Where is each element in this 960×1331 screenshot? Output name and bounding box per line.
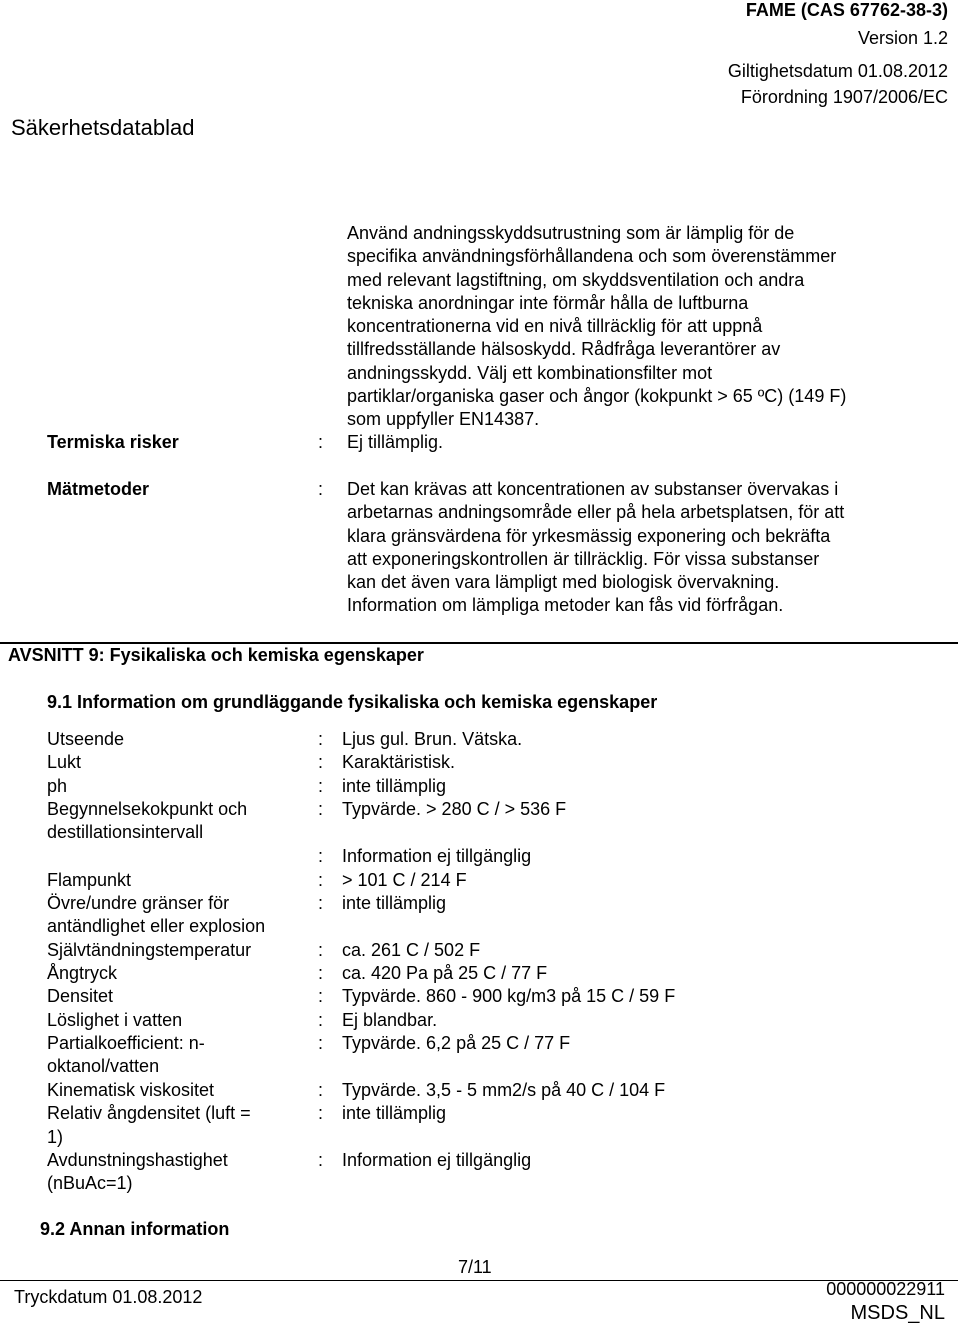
prop-label-partition-coefficient-cont: oktanol/vatten	[47, 1056, 160, 1076]
prop-label-solubility: Löslighet i vatten	[47, 1010, 183, 1030]
prop-colon: :	[318, 1150, 324, 1170]
footer-divider	[0, 1280, 958, 1281]
prop-label-evaporation-rate-cont: (nBuAc=1)	[47, 1173, 133, 1193]
prop-colon: :	[318, 1080, 324, 1100]
respiratory-protection-text	[347, 222, 846, 432]
prop-colon: :	[318, 893, 324, 913]
prop-value-partition-coefficient: Typvärde. 6,2 på 25 C / 77 F	[342, 1033, 571, 1053]
prop-label-appearance: Utseende	[47, 729, 125, 749]
page-number: 7/11	[458, 1257, 492, 1277]
thermal-hazards-colon: :	[318, 432, 324, 452]
prop-value-vapour-pressure: ca. 420 Pa på 25 C / 77 F	[342, 963, 548, 983]
prop-colon: :	[318, 799, 324, 819]
subsection-9-1-title: 9.1 Information om grundläggande fysikaliska och kemiska egenskaper	[47, 692, 658, 712]
document-code: 000000022911	[826, 1279, 945, 1299]
text-line: att exponeringskontrollen är tillräcklig. För vissa substanser	[347, 548, 820, 569]
product-name: FAME (CAS 67762-38-3)	[745, 0, 948, 20]
section-9-title: AVSNITT 9: Fysikaliska och kemiska egenskaper	[8, 645, 424, 665]
prop-value-odour: Karaktäristisk.	[342, 752, 456, 772]
prop-label-vapour-density: Relativ ångdensitet (luft =	[47, 1103, 251, 1123]
prop-value-autoignition: ca. 261 C / 502 F	[342, 940, 481, 960]
prop-value-appearance: Ljus gul. Brun. Vätska.	[342, 729, 523, 749]
text-line: specifika användningsförhållandena och som överenstämmer	[347, 246, 837, 267]
prop-value-solubility: Ej blandbar.	[342, 1010, 438, 1030]
prop-colon: :	[318, 776, 324, 796]
prop-value-boiling-point: Typvärde. > 280 C / > 536 F	[342, 799, 567, 819]
prop-label-ph: ph	[47, 776, 68, 796]
text-line: tekniska anordningar inte förmår hålla de luftburna	[347, 292, 749, 313]
prop-colon: :	[318, 752, 324, 772]
prop-label-autoignition: Självtändningstemperatur	[47, 940, 252, 960]
measurement-methods-colon: :	[318, 479, 324, 499]
print-date: Tryckdatum 01.08.2012	[14, 1287, 203, 1307]
document-id: MSDS_NL	[850, 1302, 945, 1324]
text-line: koncentrationerna vid en nivå tillräcklig för att uppnå	[347, 316, 763, 337]
prop-value-evaporation-rate: Information ej tillgänglig	[342, 1150, 532, 1170]
prop-colon: :	[318, 940, 324, 960]
prop-label-density: Densitet	[47, 986, 114, 1006]
prop-value-explosion-limits: inte tillämplig	[342, 893, 447, 913]
text-line: andningsskydd. Välj ett kombinationsfilter mot	[347, 362, 713, 383]
prop-colon: :	[318, 846, 324, 866]
measurement-methods-label: Mätmetoder	[47, 479, 150, 499]
prop-value-viscosity: Typvärde. 3,5 - 5 mm2/s på 40 C / 104 F	[342, 1080, 666, 1100]
prop-value-flash-point: > 101 C / 214 F	[342, 870, 467, 890]
text-line: arbetarnas andningsområde eller på hela arbetsplatsen, för att	[347, 502, 845, 523]
prop-label-boiling-point: Begynnelsekokpunkt och	[47, 799, 248, 819]
measurement-methods-text	[347, 478, 844, 618]
prop-colon: :	[318, 1103, 324, 1123]
prop-value-boiling-point-2: Information ej tillgänglig	[342, 846, 532, 866]
text-line: Det kan krävas att koncentrationen av substanser övervakas i	[347, 479, 839, 499]
prop-colon: :	[318, 1010, 324, 1030]
subsection-9-2-title: 9.2 Annan information	[40, 1219, 230, 1239]
prop-value-ph: inte tillämplig	[342, 776, 447, 796]
prop-colon: :	[318, 1033, 324, 1053]
prop-label-explosion-limits: Övre/undre gränser för	[47, 893, 230, 913]
text-line: partiklar/organiska gaser och ångor (kokpunkt > 65 ºC) (149 F)	[347, 386, 847, 407]
validity-date: Giltighetsdatum 01.08.2012	[727, 61, 948, 81]
text-line: som uppfyller EN14387.	[347, 409, 540, 430]
prop-value-vapour-density: inte tillämplig	[342, 1103, 447, 1123]
document-title: Säkerhetsdatablad	[11, 115, 195, 140]
prop-label-odour: Lukt	[47, 752, 82, 772]
prop-label-explosion-limits-cont: antändlighet eller explosion	[47, 916, 266, 936]
prop-colon: :	[318, 963, 324, 983]
text-line: med relevant lagstiftning, om skyddsventilation och andra	[347, 269, 805, 290]
version: Version 1.2	[857, 28, 948, 48]
thermal-hazards-value: Ej tillämplig.	[347, 432, 444, 452]
prop-label-partition-coefficient: Partialkoefficient: n-	[47, 1033, 205, 1053]
prop-label-flash-point: Flampunkt	[47, 870, 132, 890]
text-line: kan det även vara lämpligt med biologisk övervakning.	[347, 572, 780, 593]
prop-label-evaporation-rate: Avdunstningshastighet	[47, 1150, 228, 1170]
text-line: tillfredsställande hälsoskydd. Rådfråga leverantörer av	[347, 339, 781, 360]
text-line: Använd andningsskyddsutrustning som är lämplig för de	[347, 223, 795, 243]
prop-value-density: Typvärde. 860 - 900 kg/m3 på 15 C / 59 F	[342, 986, 676, 1006]
prop-label-boiling-point-cont: destillationsintervall	[47, 822, 204, 842]
prop-colon: :	[318, 729, 324, 749]
prop-colon: :	[318, 986, 324, 1006]
text-line: Information om lämpliga metoder kan fås vid förfrågan.	[347, 595, 784, 616]
regulation: Förordning 1907/2006/EC	[740, 87, 948, 107]
prop-label-viscosity: Kinematisk viskositet	[47, 1080, 215, 1100]
section-divider	[0, 642, 958, 644]
prop-colon: :	[318, 870, 324, 890]
text-line: klara gränsvärdena för yrkesmässig exponering och bekräfta	[347, 525, 831, 546]
prop-label-vapour-density-cont: 1)	[47, 1127, 64, 1147]
thermal-hazards-label: Termiska risker	[47, 432, 179, 452]
prop-label-vapour-pressure: Ångtryck	[47, 963, 118, 983]
